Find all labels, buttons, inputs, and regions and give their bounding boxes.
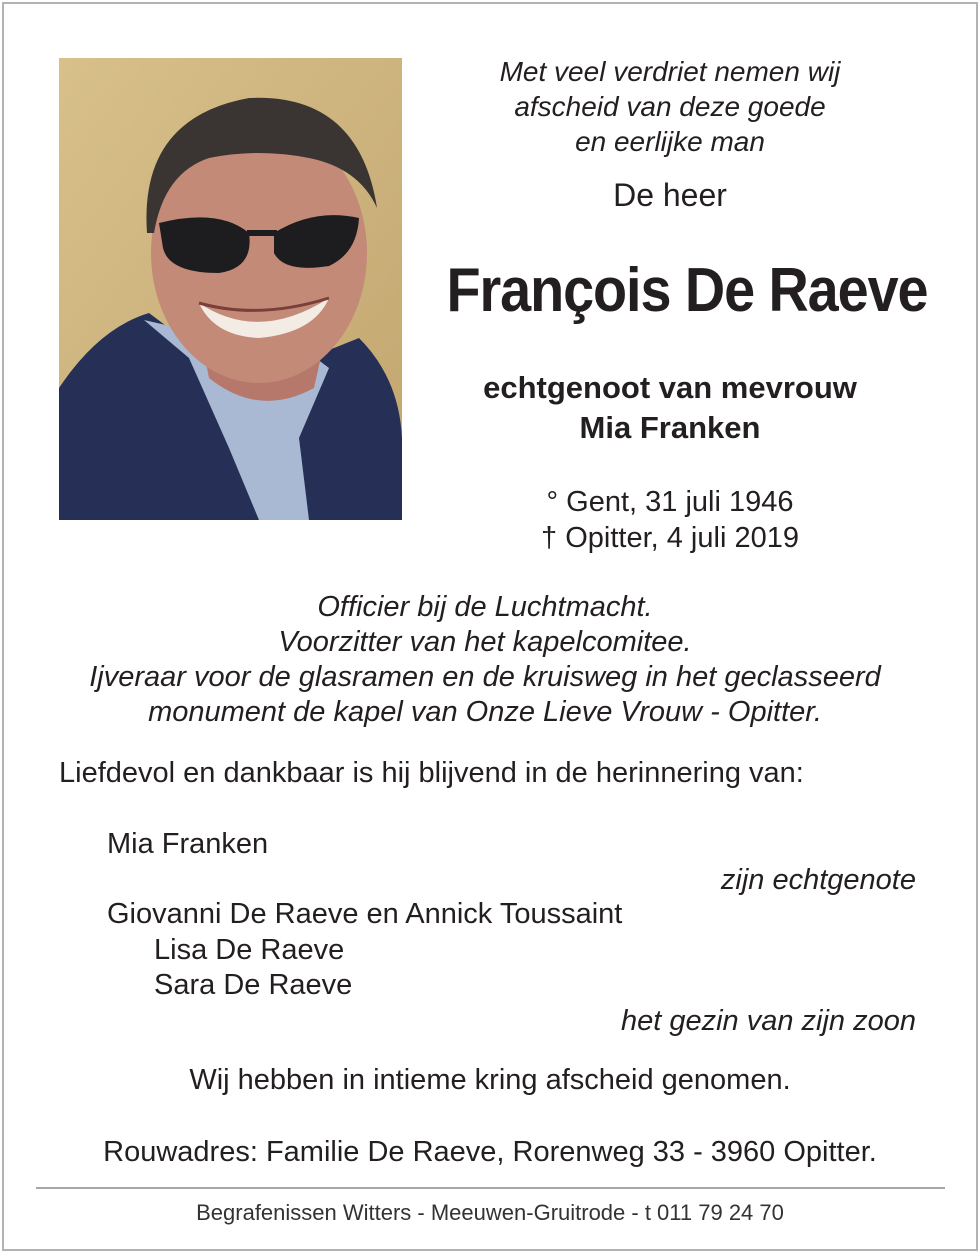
mourning-address: Rouwadres: Familie De Raeve, Rorenweg 33 - 3960 Opitter.: [103, 1136, 877, 1168]
family-spouse-role: zijn echtgenote: [720, 864, 916, 896]
spouse-line: [420, 368, 920, 448]
closing-text: Wij hebben in intieme kring afscheid genomen.: [189, 1064, 791, 1096]
bio-line: Voorzitter van het kapelcomitee.: [278, 626, 692, 658]
spouse-line-1: echtgenoot van mevrouw: [483, 370, 857, 405]
family-grandchild: Sara De Raeve: [154, 969, 353, 1001]
biography: [20, 590, 950, 730]
life-dates: [470, 484, 870, 556]
footer-divider: [36, 1187, 945, 1189]
bio-line: monument de kapel van Onze Lieve Vrouw - Opitter.: [148, 696, 822, 728]
portrait-photo: [59, 58, 402, 520]
intro-text: [440, 54, 900, 159]
spouse-line-2: Mia Franken: [579, 410, 761, 445]
death-date: † Opitter, 4 juli 2019: [541, 522, 799, 554]
family-son-couple: Giovanni De Raeve en Annick Toussaint: [107, 898, 623, 930]
family-spouse-name: Mia Franken: [107, 828, 269, 860]
bio-line: Ijveraar voor de glasramen en de kruisweg in het geclasseerd: [89, 661, 881, 693]
intro-line: en eerlijke man: [575, 126, 765, 157]
honorific: De heer: [613, 177, 727, 213]
intro-line: Met veel verdriet nemen wij: [499, 56, 841, 87]
intro-line: afscheid van deze goede: [514, 91, 826, 122]
remembered-by: Liefdevol en dankbaar is hij blijvend in de herinnering van:: [59, 757, 804, 789]
bio-line: Officier bij de Luchtmacht.: [317, 591, 653, 623]
deceased-name: François De Raeve: [446, 256, 928, 325]
family-grandchild: Lisa De Raeve: [154, 934, 345, 966]
birth-date: ° Gent, 31 juli 1946: [546, 486, 794, 518]
funeral-home-footer: Begrafenissen Witters - Meeuwen-Gruitrode - t 011 79 24 70: [196, 1200, 784, 1225]
family-son-role: het gezin van zijn zoon: [620, 1005, 916, 1037]
